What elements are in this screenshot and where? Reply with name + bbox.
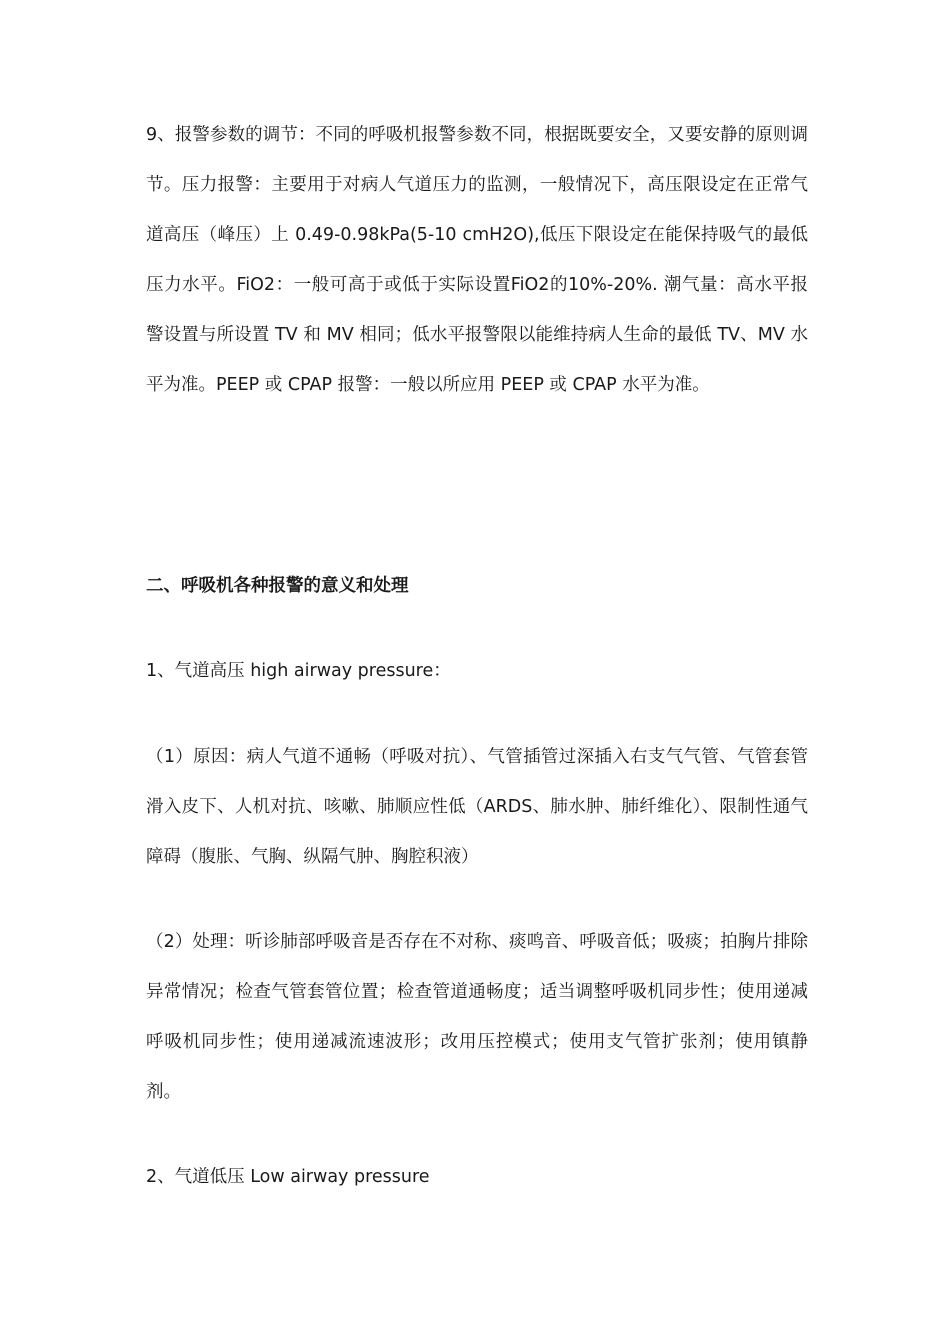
item-high-airway-pressure-title: 1、气道高压 high airway pressure： [146,661,451,681]
paragraph-alarm-parameter-adjustment: 9、报警参数的调节：不同的呼吸机报警参数不同，根据既要安全，又要安静的原则调节。压力报警：主要用于对病人气道压力的监测，一般情况下，高压限设定在正常气道高压（峰压）上 0.49-0.98kPa(5-10 cmH2O),低压下限设定在能保持吸气的最低压力水平。FiO2：一般可高于或低于实际设置FiO2的10%-20%. 潮气量：高水平报警设置与所设置 TV 和 MV 相同；低水平报警限以能维持病人生命的最低 TV、MV 水平为准。PEEP 或 CPAP 报警：一般以所应用 PEEP 或 CPAP 水平为准。 [146,125,808,395]
item-low-airway-pressure-title: 2、气道低压 Low airway pressure [146,1167,430,1187]
section-heading-alarm-meaning: 二、呼吸机各种报警的意义和处理 [146,576,409,596]
item-high-airway-pressure-treatment: （2）处理：听诊肺部呼吸音是否存在不对称、痰鸣音、呼吸音低；吸痰；拍胸片排除异常情况；检查气管套管位置；检查管道通畅度；适当调整呼吸机同步性；使用递减呼吸机同步性；使用递减流速波形；改用压控模式；使用支气管扩张剂；使用镇静剂。 [146,932,808,1102]
item-high-airway-pressure-cause: （1）原因：病人气道不通畅（呼吸对抗）、气管插管过深插入右支气气管、气管套管滑入皮下、人机对抗、咳嗽、肺顺应性低（ARDS、肺水肿、肺纤维化）、限制性通气障碍（腹胀、气胸、纵隔气肿、胸腔积液） [146,747,808,867]
